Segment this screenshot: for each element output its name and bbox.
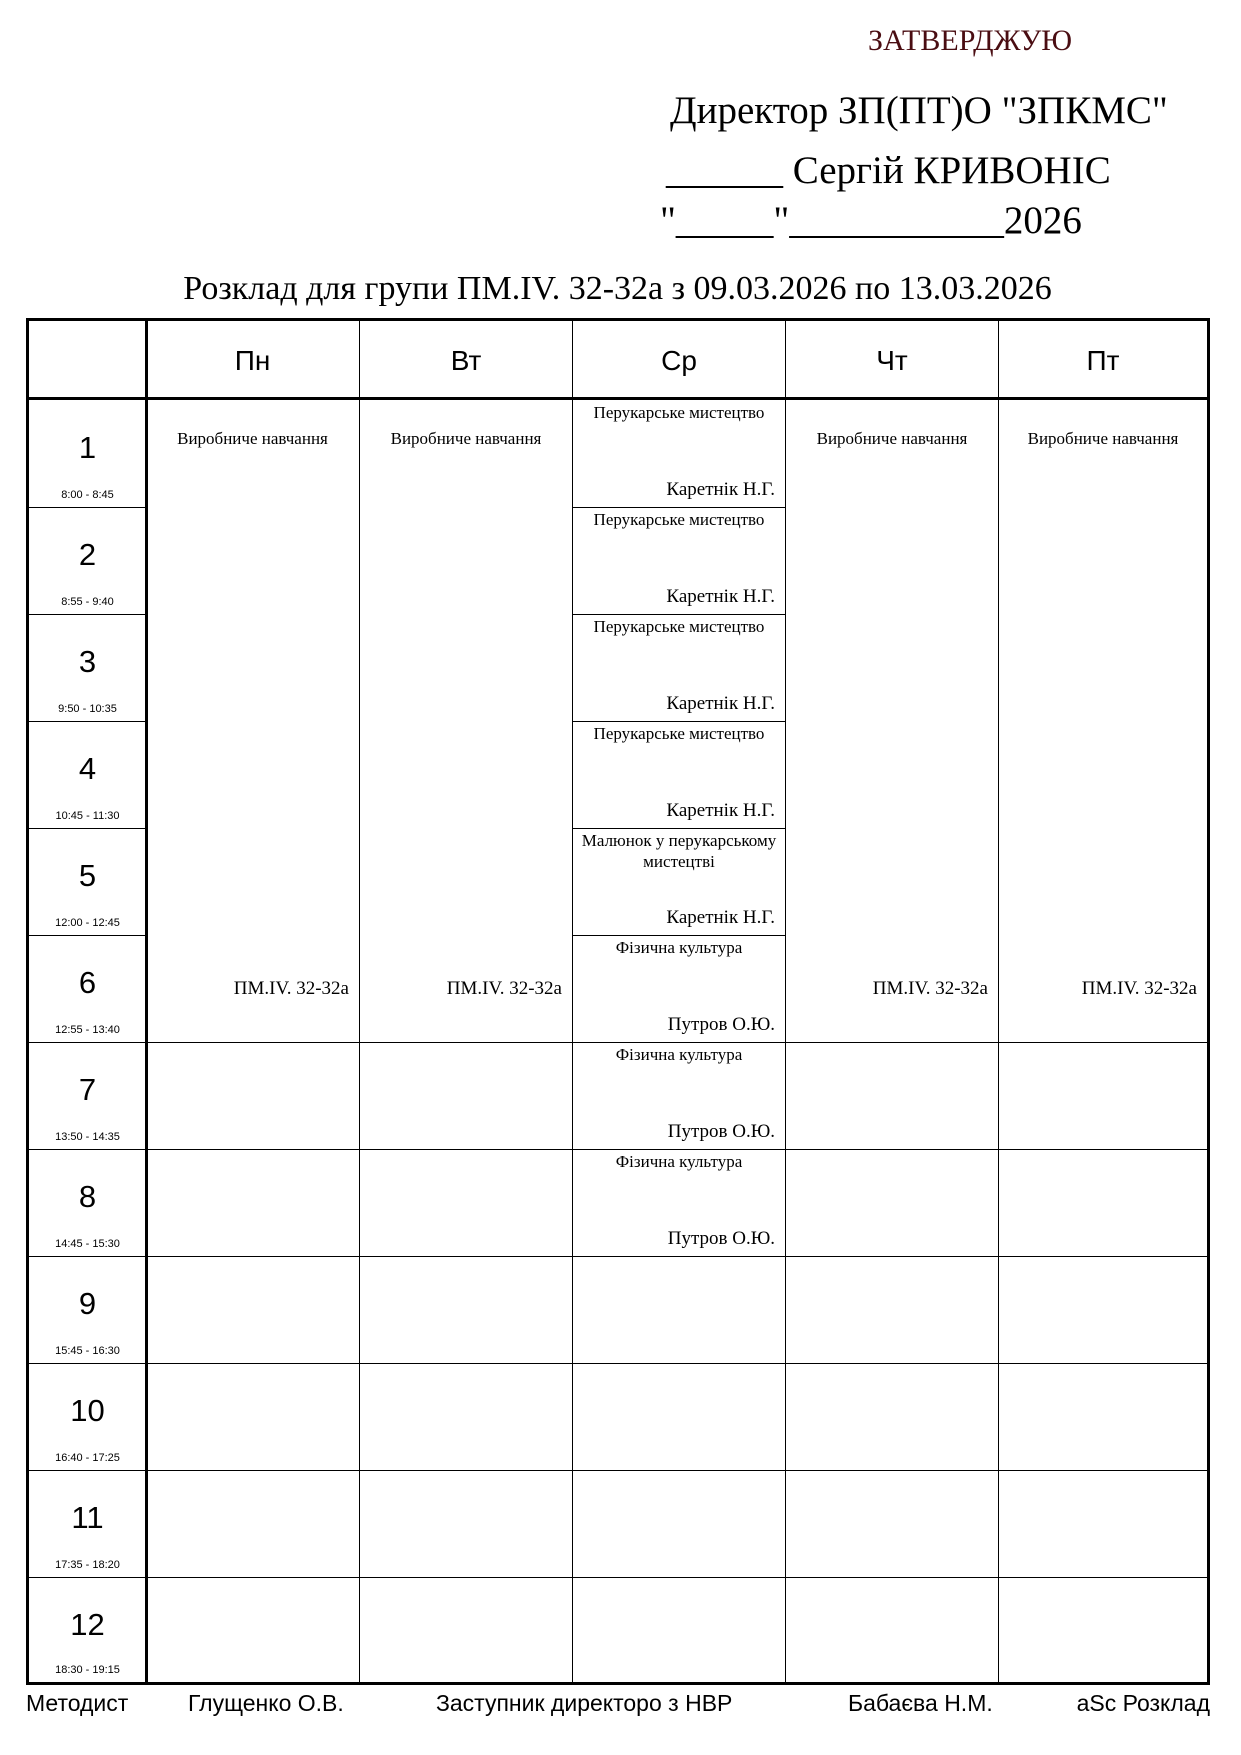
methodist-name: Глущенко О.В. [188,1690,344,1716]
lesson-group: ПМ.IV. 32-32а [446,978,562,999]
lesson-subject: Виробниче навчання [390,429,542,448]
software-name: aSc Розклад [1076,1690,1210,1716]
period-3 [29,614,146,721]
day-header-tue: Вт [450,344,482,376]
period-number: 12 [70,1607,105,1642]
lesson-subject: Перукарське мистецтво [593,617,765,636]
lesson-subject: Фізична культура [615,1045,743,1064]
period-10 [29,1363,146,1470]
lesson-teacher: Путров О.Ю. [667,1228,775,1249]
period-5 [29,828,146,935]
lesson-teacher: Каретнік Н.Г. [666,907,775,928]
lesson-wed-4 [573,721,785,828]
lesson-block-fri [999,400,1207,1042]
lesson-subject: Виробниче навчання [816,429,968,448]
period-number: 8 [78,1179,97,1214]
lesson-wed-3 [573,614,785,721]
lesson-teacher: Каретнік Н.Г. [666,693,775,714]
period-8 [29,1149,146,1256]
deputy-label: Заступник директоро з НВР [436,1690,733,1716]
row-line [29,828,145,829]
lesson-subject: Фізична культура [615,1152,743,1171]
period-time: 9:50 - 10:35 [58,703,117,715]
period-number: 1 [78,430,97,465]
day-header-wed: Ср [661,344,697,376]
day-header-thu: Чт [876,344,908,376]
deputy-name: Бабаєва Н.М. [848,1690,993,1716]
methodist-label: Методист [26,1690,129,1716]
lesson-teacher: Каретнік Н.Г. [666,586,775,607]
row-line [29,721,145,722]
period-number: 5 [78,858,97,893]
period-time: 16:40 - 17:25 [55,1452,120,1464]
period-12 [29,1577,146,1682]
lesson-wed-8 [573,1149,785,1256]
period-time: 17:35 - 18:20 [55,1559,120,1571]
period-time: 18:30 - 19:15 [55,1664,120,1676]
period-6 [29,935,146,1042]
row-line [29,1363,1207,1364]
period-7 [29,1042,146,1149]
row-line [29,1470,1207,1471]
period-time: 12:55 - 13:40 [55,1024,120,1036]
lesson-subject: Малюнок у перукарському мистецтві [581,831,777,871]
date-line: "_____"___________2026 [660,199,1082,242]
lesson-wed-1 [573,400,785,507]
day-header-fri: Пт [1086,344,1120,376]
row-line [29,935,145,936]
period-time: 12:00 - 12:45 [55,917,120,929]
approval-label: ЗАТВЕРДЖУЮ [868,24,1073,57]
row-line [29,1256,1207,1257]
period-number: 6 [78,965,97,1000]
period-number: 7 [78,1072,97,1107]
period-number: 11 [71,1500,104,1535]
row-line [29,614,145,615]
row-line [29,507,145,508]
lesson-wed-7 [573,1042,785,1149]
lesson-group: ПМ.IV. 32-32а [872,978,988,999]
period-time: 8:00 - 8:45 [61,489,114,501]
signature-line: ______ Сергій КРИВОНІС [666,149,1111,192]
lesson-teacher: Путров О.Ю. [667,1121,775,1142]
lesson-block-tue [360,400,572,1042]
lesson-group: ПМ.IV. 32-32а [233,978,349,999]
lesson-wed-6 [573,935,785,1042]
schedule-title: Розклад для групи ПМ.IV. 32-32а з 09.03.2026 по 13.03.2026 [183,270,1052,307]
period-11 [29,1470,146,1577]
period-time: 10:45 - 11:30 [55,810,120,822]
lesson-subject: Перукарське мистецтво [593,403,765,422]
lesson-subject: Фізична культура [615,938,743,957]
lesson-group: ПМ.IV. 32-32а [1081,978,1197,999]
schedule-grid [26,318,1210,1685]
period-number: 9 [78,1286,97,1321]
lesson-subject: Виробниче навчання [177,429,328,448]
period-number: 2 [78,537,97,572]
lesson-wed-2 [573,507,785,614]
period-number: 3 [78,644,97,679]
lesson-teacher: Путров О.Ю. [667,1014,775,1035]
lesson-subject: Перукарське мистецтво [593,510,765,529]
lesson-block-thu [786,400,998,1042]
row-line [29,1577,1207,1578]
period-number: 4 [78,751,97,786]
lesson-subject: Перукарське мистецтво [593,724,765,743]
lesson-subject: Виробниче навчання [1027,429,1179,448]
day-header-mon: Пн [234,344,271,376]
period-4 [29,721,146,828]
period-2 [29,507,146,614]
lesson-teacher: Каретнік Н.Г. [666,800,775,821]
period-number: 10 [70,1393,105,1428]
lesson-teacher: Каретнік Н.Г. [666,479,775,500]
period-1 [29,400,146,507]
period-time: 15:45 - 16:30 [55,1345,120,1357]
footer [26,1684,1210,1720]
period-time: 8:55 - 9:40 [61,596,114,608]
period-time: 13:50 - 14:35 [55,1131,120,1143]
lesson-wed-5 [573,828,785,935]
period-9 [29,1256,146,1363]
period-time: 14:45 - 15:30 [55,1238,120,1250]
lesson-block-mon [146,400,359,1042]
director-line: Директор ЗП(ПТ)О "ЗПКМС" [670,89,1168,132]
